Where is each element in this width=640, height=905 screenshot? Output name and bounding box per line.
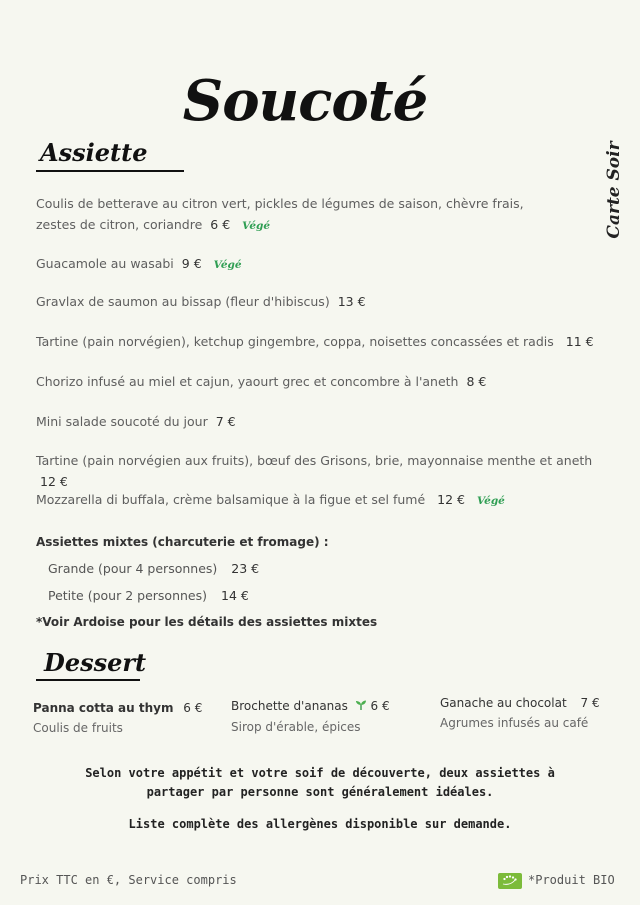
vege-label: Végé xyxy=(242,220,271,232)
menu-item xyxy=(36,411,556,432)
dessert-name: Ganache au chocolat xyxy=(440,696,567,710)
menu-item xyxy=(36,331,596,352)
brand-title: Soucoté xyxy=(182,68,428,134)
menu-item-price: 13 € xyxy=(337,294,366,309)
mixed-option-price: 23 € xyxy=(231,561,260,576)
section-underline xyxy=(36,679,140,681)
menu-item-text: Tartine (pain norvégien), ketchup gingembre, coppa, noisettes concassées et radis xyxy=(36,334,554,349)
dessert-desc: Coulis de fruits xyxy=(33,721,123,735)
dessert-price: 6 € xyxy=(183,701,203,715)
vege-label: Végé xyxy=(476,495,505,507)
menu-item-text: Mini salade soucoté du jour xyxy=(36,414,208,429)
menu-item-text: Tartine (pain norvégien aux fruits), bœuf des Grisons, brie, mayonnaise menthe et aneth xyxy=(36,453,593,468)
vege-label: Végé xyxy=(213,259,242,271)
footer-bio-note: *Produit BIO xyxy=(528,873,615,887)
dessert-desc: Agrumes infusés au café xyxy=(440,716,589,730)
menu-item-price: 7 € xyxy=(215,414,236,429)
dessert-item xyxy=(440,693,630,733)
menu-item-price: 11 € xyxy=(565,334,594,349)
menu-item xyxy=(36,371,556,392)
closing-line: Selon votre appétit et votre soif de découverte, deux assiettes à xyxy=(85,766,555,780)
side-label-text: Carte Soir xyxy=(604,141,624,239)
menu-item-price: 12 € xyxy=(437,492,465,507)
menu-item xyxy=(36,291,556,312)
section-title-dessert: Dessert xyxy=(44,648,147,677)
menu-item-text: Mozzarella di buffala, crème balsamique à la figue et sel fumé xyxy=(36,492,426,507)
menu-item-price: 12 € xyxy=(40,474,68,489)
mixed-option-price: 14 € xyxy=(221,588,249,603)
menu-item-text: Gravlax de saumon au bissap (fleur d'hibiscus) xyxy=(36,294,330,309)
bio-logo-icon xyxy=(498,873,522,889)
dessert-item xyxy=(231,696,431,737)
allergen-note: Liste complète des allergènes disponible sur demande. xyxy=(128,817,512,831)
mixed-option-label: Petite (pour 2 personnes) xyxy=(48,588,207,603)
dessert-price: 6 € xyxy=(370,699,390,713)
dessert-name: Panna cotta au thym xyxy=(33,701,174,715)
mixed-option-label: Grande (pour 4 personnes) xyxy=(48,561,218,576)
menu-item-text: Chorizo infusé au miel et cajun, yaourt grec et concombre à l'aneth xyxy=(36,374,459,389)
section-title-assiette: Assiette xyxy=(40,138,148,167)
footer-price-note: Prix TTC en €, Service compris xyxy=(20,873,237,887)
menu-item-text: Guacamole au wasabi xyxy=(36,256,174,271)
section-underline xyxy=(36,170,184,172)
mixed-option xyxy=(48,561,259,576)
menu-item xyxy=(36,193,556,237)
dessert-name: Brochette d'ananas xyxy=(231,699,348,713)
menu-item xyxy=(36,489,556,512)
mixed-plates-note: *Voir Ardoise pour les détails des assiettes mixtes xyxy=(36,615,378,629)
closing-note xyxy=(0,764,640,802)
menu-item-price: 6 € xyxy=(210,217,231,232)
menu-item-text: Coulis de betterave au citron vert, pickles de légumes de saison, chèvre frais, zestes de citron, coriandre xyxy=(36,196,524,232)
side-label xyxy=(586,140,640,240)
menu-item xyxy=(36,450,606,492)
menu-item-price: 8 € xyxy=(466,374,487,389)
dessert-price: 7 € xyxy=(580,696,600,710)
menu-item-price: 9 € xyxy=(181,256,202,271)
mixed-option xyxy=(48,588,249,603)
closing-line: partager par personne sont généralement idéales. xyxy=(146,785,494,799)
dessert-desc: Sirop d'érable, épices xyxy=(231,719,361,734)
dessert-item xyxy=(33,698,223,738)
menu-item xyxy=(36,253,556,276)
leaf-icon xyxy=(355,697,367,717)
mixed-plates-heading: Assiettes mixtes (charcuterie et fromage) : xyxy=(36,535,329,549)
